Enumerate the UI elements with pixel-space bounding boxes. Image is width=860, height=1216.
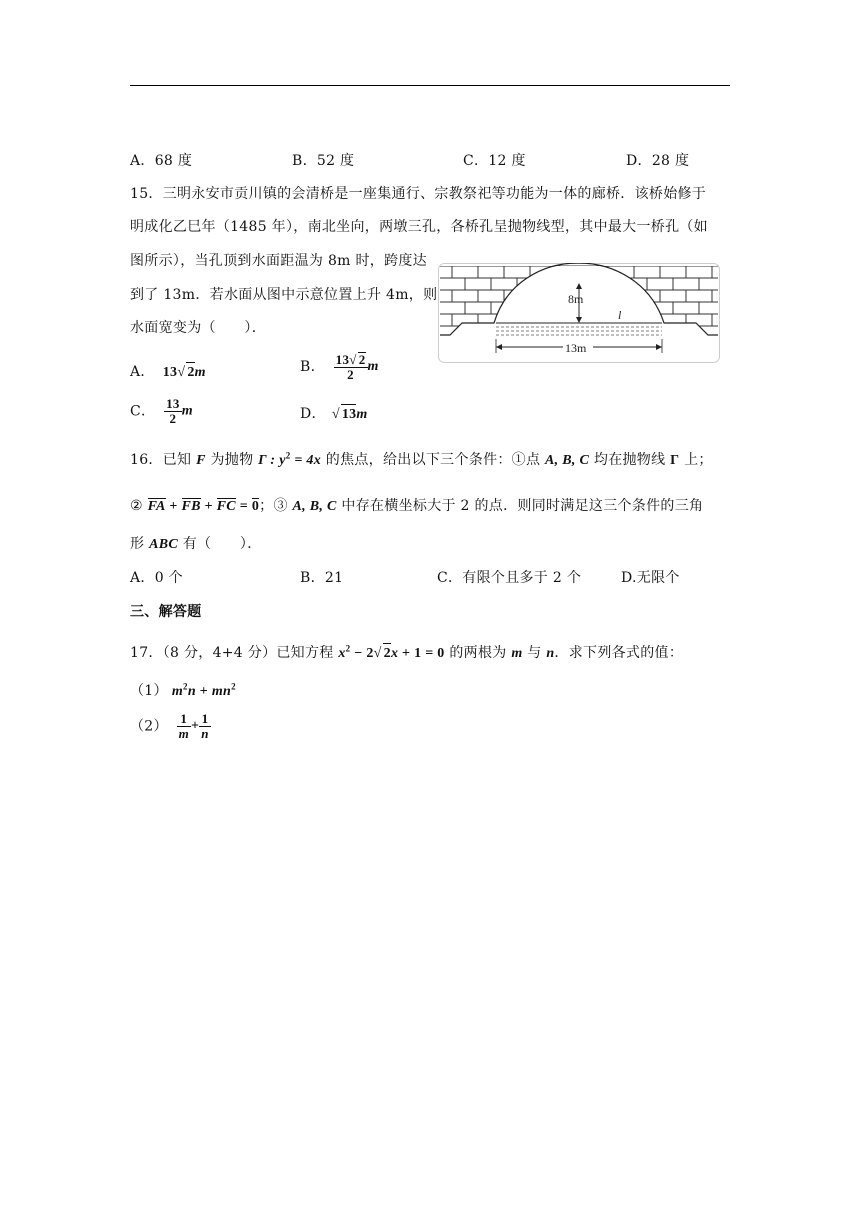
q15-line-2: 明成化乙巳年（1485 年），南北坐向，两墩三孔，各桥孔呈抛物线型，其中最大一桥孔（如 bbox=[130, 219, 708, 235]
section-heading: 三、解答题 bbox=[130, 604, 202, 620]
q14-option-b: B．52 度 bbox=[292, 153, 355, 169]
line-label: l bbox=[618, 308, 622, 322]
q14-option-a: A．68 度 bbox=[130, 153, 193, 169]
q16-line-1: 16．已知 F 为抛物 Γ : $y^2 = 4x$ 的焦点，给出以下三个条件：①点 A, B, C 均在抛物线 Γ 上； bbox=[130, 450, 713, 468]
q17-part-1: （1） $m^2n + mn^2$ bbox=[130, 681, 236, 699]
q15-option-a: A． 13√ 2m bbox=[130, 362, 206, 383]
q15-option-d: D． √ 13m bbox=[300, 404, 368, 425]
q17-part-2: （2） $\frac{1}{m}$ + $\frac{1}{n}$ bbox=[130, 711, 209, 741]
q16-option-b: B．21 bbox=[300, 570, 344, 586]
q16-option-d: D.无限个 bbox=[621, 570, 680, 586]
q15-line-5: 水面宽变为（ ）． bbox=[130, 320, 266, 336]
bridge-figure bbox=[438, 263, 720, 363]
q17-line-1: 17．（8 分，4+4 分）已知方程 $x^2 - 2√$ 2x + 1 = 0 的两根为 m 与 n．求下列各式的值： bbox=[130, 643, 683, 664]
width-label: 13m bbox=[565, 341, 587, 355]
q16-line-3: 形 ABC 有（ ）． bbox=[130, 536, 262, 552]
q16-option-a: A．0 个 bbox=[130, 570, 183, 586]
q15-option-b: B． $\frac{13√ 2}{2}$ m bbox=[300, 352, 379, 382]
q15-option-c: C． $\frac{13}{2}$ m bbox=[130, 396, 193, 426]
q14-option-c: C．12 度 bbox=[463, 153, 526, 169]
q14-option-d: D．28 度 bbox=[626, 153, 690, 169]
height-label: 8m bbox=[568, 292, 584, 306]
q15-line-3: 图所示），当孔顶到水面距温为 8m 时，跨度达 bbox=[130, 253, 427, 269]
header-rule bbox=[130, 85, 730, 86]
q15-line-1: 15．三明永安市贡川镇的会清桥是一座集通行、宗教祭祀等功能为一体的廊桥．该桥始修于 bbox=[130, 186, 707, 202]
q15-line-4: 到了 13m．若水面从图中示意位置上升 4m，则 bbox=[130, 287, 438, 303]
q16-line-2: ② FA + FB + FC = 0；③ A, B, C 中存在横坐标大于 2 的点．则同时满足这三个条件的三角 bbox=[130, 496, 703, 517]
q16-option-c: C．有限个且多于 2 个 bbox=[437, 570, 582, 586]
